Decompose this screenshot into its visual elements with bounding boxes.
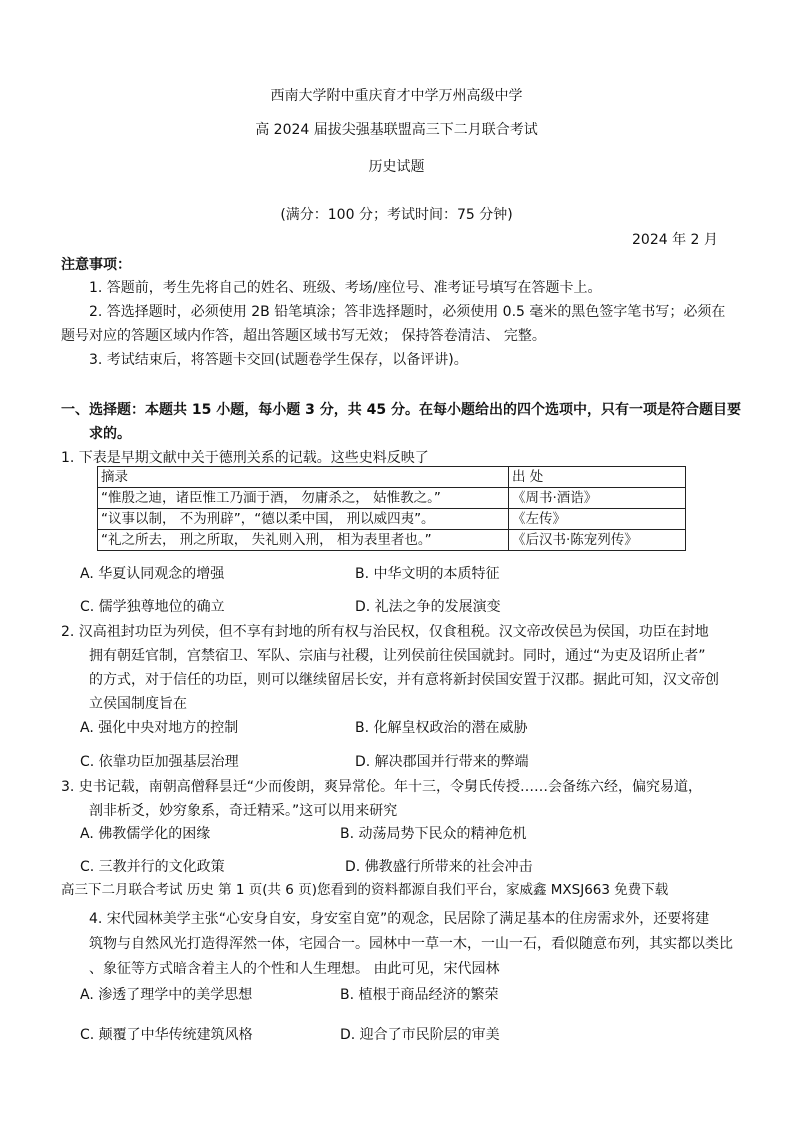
subject-title: 历史试题 — [368, 159, 425, 175]
exam-title: 高 2024 届拔尖强基联盟高三下二月联合考试 — [255, 122, 538, 138]
q2-line-1: 2. 汉高祖封功臣为列侯，但不享有封地的所有权与治民权，仅食租税。汉文帝改侯邑为侯国，功臣在封地 — [61, 624, 709, 640]
notes-title: 注意事项： — [61, 257, 131, 273]
q3-line-1: 3. 史书记载，南朝高僧释昙迁“少而俊朗，爽异常伦。年十三，令舅氏传授……会备练六经，偏究易道， — [61, 779, 703, 795]
table-cell-excerpt: “议事以制， 不为刑辟”，“德以柔中国， 刑以威四夷”。 — [98, 509, 509, 530]
table-header-row — [98, 467, 686, 488]
section-heading: 一、选择题：本题共 15 小题，每小题 3 分，共 45 分。在每小题给出的四个选项中，只有一项是符合题目要 — [61, 402, 741, 418]
q3-line-2: 剖非析爻，妙穷象系，奇迁精采。”这可以用来研究 — [89, 803, 398, 819]
q2-line-4: 立侯国制度旨在 — [89, 696, 187, 712]
page-footer: 高三下二月联合考试 历史 第 1 页(共 6 页)您看到的资料都源自我们平台，家威鑫 MXSJ663 免费下载 — [61, 882, 669, 898]
q4-option-b: B. 植根于商品经济的繁荣 — [340, 987, 499, 1003]
q2-option-d: D. 解决郡国并行带来的弊端 — [355, 754, 529, 770]
q4-line-2: 筑物与自然风光打造得浑然一体，宅园合一。园林中一草一木，一山一石，看似随意布列，其实都以类比 — [89, 936, 733, 952]
q1-option-b: B. 中华文明的本质特征 — [355, 566, 500, 582]
section-heading-cont: 求的。 — [89, 426, 131, 442]
notes-item-2-cont: 题号对应的答题区域内作答，超出答题区域书写无效； 保持答卷清洁、 完整。 — [61, 328, 546, 344]
q2-option-a: A. 强化中央对地方的控制 — [80, 720, 239, 736]
exam-info: (满分：100 分；考试时间：75 分钟) — [280, 207, 513, 223]
q2-option-b: B. 化解皇权政治的潜在威胁 — [355, 720, 528, 736]
q1-option-a: A. 华夏认同观念的增强 — [80, 566, 225, 582]
table-cell-excerpt: “礼之所去， 刑之所取， 失礼则入刑， 相为表里者也。” — [98, 530, 509, 551]
q4-option-a: A. 渗透了理学中的美学思想 — [80, 987, 253, 1003]
table-cell-source: 《左传》 — [509, 509, 686, 530]
q3-option-c: C. 三教并行的文化政策 — [80, 859, 225, 875]
q3-option-d: D. 佛教盛行所带来的社会冲击 — [345, 859, 533, 875]
table-row — [98, 509, 686, 530]
table-cell-source: 《后汉书·陈宠列传》 — [509, 530, 686, 551]
q4-option-d: D. 迎合了市民阶层的审美 — [340, 1027, 500, 1043]
school-title: 西南大学附中重庆育才中学万州高级中学 — [270, 88, 523, 104]
q1-option-c: C. 儒学独尊地位的确立 — [80, 599, 225, 615]
table-header-excerpt: 摘录 — [98, 467, 509, 488]
q1-source-table — [97, 466, 686, 551]
q4-line-3: 、象征等方式暗含着主人的个性和人生理想。 由此可见，宋代园林 — [89, 961, 500, 977]
notes-item-3: 3. 考试结束后，将答题卡交回(试题卷学生保存，以备评讲)。 — [89, 352, 468, 368]
table-row — [98, 530, 686, 551]
q4-line-1: 4. 宋代园林美学主张“心安身自安，身安室自宽”的观念，民居除了满足基本的住房需求外，还要将建 — [89, 911, 710, 927]
q2-line-3: 的方式，对于信任的功臣，则可以继续留居长安，并有意将新封侯国安置于汉郡。据此可知，汉文帝创 — [89, 672, 719, 688]
notes-item-1: 1. 答题前，考生先将自己的姓名、班级、考场/座位号、准考证号填写在答题卡上。 — [89, 280, 602, 296]
q3-option-b: B. 动荡局势下民众的精神危机 — [340, 826, 527, 842]
table-cell-excerpt: “惟殷之迪，诸臣惟工乃湎于酒， 勿庸杀之， 姑惟教之。” — [98, 488, 509, 509]
q2-option-c: C. 依靠功臣加强基层治理 — [80, 754, 239, 770]
q1-option-d: D. 礼法之争的发展演变 — [355, 599, 501, 615]
notes-item-2: 2. 答选择题时，必须使用 2B 铅笔填涂；答非选择题时，必须使用 0.5 毫米的黑色签字笔书写；必须在 — [89, 304, 726, 320]
table-row — [98, 488, 686, 509]
q3-option-a: A. 佛教儒学化的困缘 — [80, 826, 211, 842]
exam-date: 2024 年 2 月 — [632, 232, 718, 248]
table-header-source: 出 处 — [509, 467, 686, 488]
table-cell-source: 《周书·酒诰》 — [509, 488, 686, 509]
q4-option-c: C. 颠覆了中华传统建筑风格 — [80, 1027, 253, 1043]
q2-line-2: 拥有朝廷官制，宫禁宿卫、军队、宗庙与社稷，让列侯前往侯国就封。同时，通过“为吏及诏所止者” — [89, 648, 706, 664]
q1-stem: 1. 下表是早期文献中关于德刑关系的记载。这些史料反映了 — [61, 450, 429, 466]
